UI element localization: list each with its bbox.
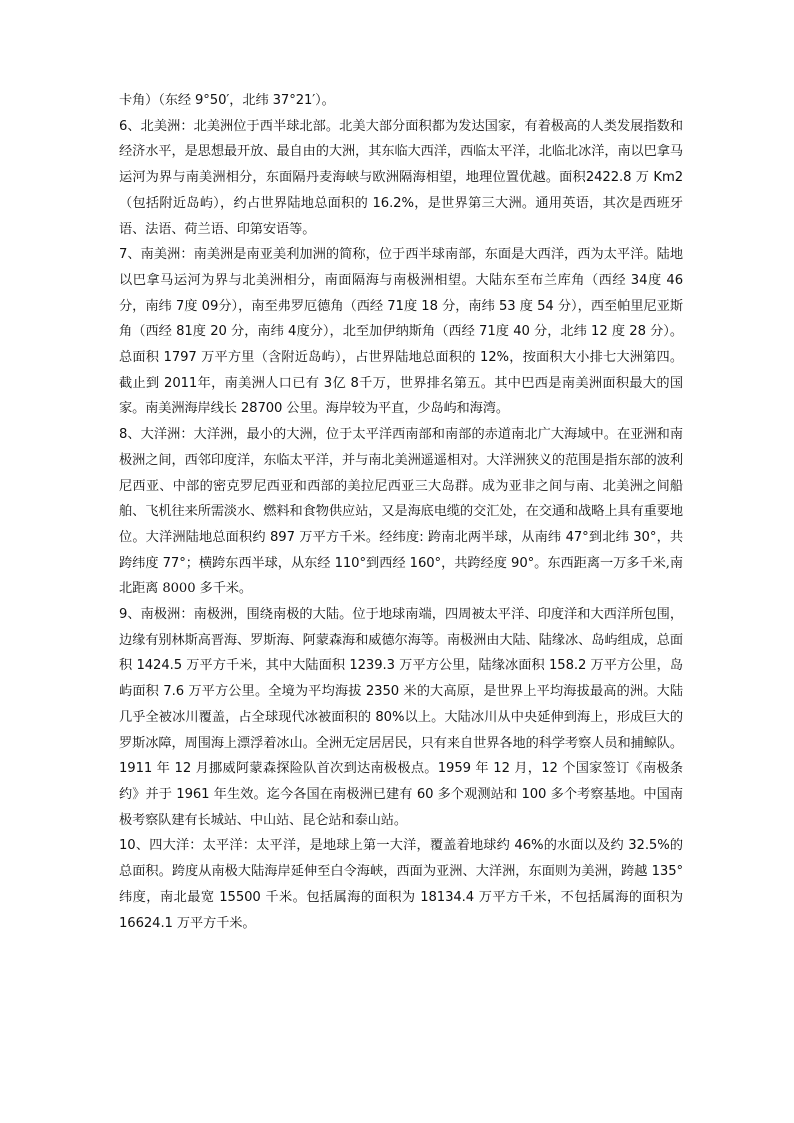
oceania-text: 8、大洋洲：大洋洲，最小的大洲，位于太平洋西南部和南部的赤道南北广大海域中。在亚洲和南极洲之间，西邻印度洋，东临太平洋，并与南北美洲遥遥相对。大洋洲狭义的范围是指东部的波利尼西亚、中部的密克罗尼西亚和西部的美拉尼西亚三大岛群。成为亚非之间与南、北美洲之间船舶、飞机往来所需淡水、燃料和食物供应站，又是海底电缆的交汇处，在交通和战略上具有重要地位。大洋洲陆地总面积约 897 万平方千米。经纬度: 跨南北两半球，从南纬 47°到北纬 30°，共跨纬度 77°；横跨东西半球，从东经 110°到西经 160°，共跨经度 90°。 — [119, 427, 683, 571]
paragraph-north-america: 6、北美洲：北美洲位于西半球北部。北美大部分面积都为发达国家，有着极高的人类发展指数和经济水平，是思想最开放、最自由的大洲，其东临大西洋，西临太平洋，北临北冰洋，南以巴拿马运河为界与南美洲相分，东面隔丹麦海峡与欧洲隔海相望，地理位置优越。面积2422.8 万 Km2（包括附近岛屿），约占世界陆地总面积的 16.2%，是世界第三大洲。通用英语，其次是西班牙语、法语、荷兰语、印第安语等。 — [119, 118, 683, 237]
paragraph-antarctica: 9、南极洲：南极洲，围绕南极的大陆。位于地球南端，四周被太平洋、印度洋和大西洋所包围，边缘有别林斯高晋海、罗斯海、阿蒙森海和威德尔海等。南极洲由大陆、陆缘冰、岛屿组成，总面积 1424.5 万平方千米，其中大陆面积 1239.3 万平方公里，陆缘冰面积 158.2 万平方公里，岛屿面积 7.6 万平方公里。全境为平均海拔 2350 米的大高原，是世界上平均海拔最高的洲。大陆几乎全被冰川覆盖，占全球现代冰被面积的 80%以上。大陆冰川从中央延伸到海上，形成巨大的罗斯冰障，周围海上漂浮着冰山。全洲无定居居民，只有来自世界各地的科学考察人员和捕鲸队。1911 年 12 月挪威阿蒙森探险队首次到达南极极点。1959 年 12 月，12 个国家签订《南极条约》并于 1961 年生效。迄今各国在南极洲已建有 60 多个观测站和 100 多个考察基地。中国南极考察队建有长城站、中山站、昆仑站和泰山站。 — [119, 607, 683, 828]
paragraph-cape-coordinates: 卡角）（东经 9°50′，北纬 37°21′）。 — [119, 93, 335, 108]
oceania-distance-text: 东西距离一万多千米,南北距离 8000 多千米。 — [119, 555, 684, 597]
paragraph-south-america: 7、南美洲：南美洲是南亚美利加洲的简称，位于西半球南部，东面是大西洋，西为太平洋。陆地以巴拿马运河为界与北美洲相分，南面隔海与南极洲相望。大陆东至布兰库角（西经 34度 46分，南纬 7度 09分），南至弗罗厄德角（西经 71度 18 分，南纬 53 度 54 分），西至帕里尼亚斯角（西经 81度 20 分，南纬 4度分），北至加伊纳斯角（西经 71度 40 分，北纬 12 度 28 分）。总面积 1797 万平方里（含附近岛屿），占世界陆地总面积的 12%，按面积大小排七大洲第四。截止到 2011年，南美洲人口已有 3亿 8千万，世界排名第五。其中巴西是南美洲面积最大的国家。南美洲海岸线长 28700 公里。海岸较为平直，少岛屿和海湾。 — [119, 247, 683, 417]
paragraph-four-oceans: 10、四大洋：太平洋：太平洋，是地球上第一大洋，覆盖着地球约 46%的水面以及约 32.5%的总面积。跨度从南极大陆海岸延伸至白令海峡，西面为亚洲、大洋洲，东面则为美洲，跨越 135°纬度，南北最宽 15500 千米。包括属海的面积为 18134.4 万平方千米，不包括属海的面积为 16624.1 万平方千米。 — [119, 838, 683, 931]
document-page — [119, 88, 683, 936]
paragraph-oceania — [119, 422, 683, 602]
